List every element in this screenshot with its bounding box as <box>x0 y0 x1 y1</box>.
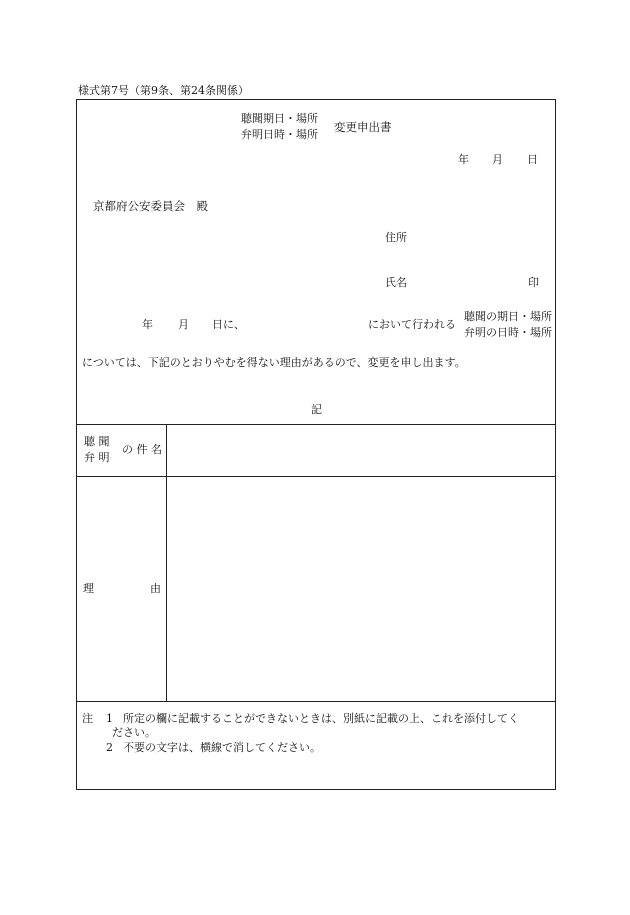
note2-number: 2 <box>106 741 113 754</box>
date-month-label: 月 <box>492 153 503 166</box>
date-day-label: 日 <box>527 153 538 166</box>
case-label-bottom: 弁 明 <box>84 451 110 464</box>
statement: については、下記のとおりやむを得ない理由があるので、変更を申し出ます。 <box>82 356 466 369</box>
ki-mark: 記 <box>311 403 322 416</box>
case-label-top: 聴 聞 <box>84 435 110 448</box>
divider-before-case <box>77 424 555 425</box>
body-month-label: 月 <box>178 318 189 331</box>
reason-label-left: 理 <box>83 582 94 595</box>
reason-label-right: 由 <box>150 582 161 595</box>
note1-line2: ださい。 <box>112 726 156 739</box>
note-label: 注 <box>82 712 93 725</box>
name-label: 氏名 <box>385 276 407 289</box>
label-column-divider <box>166 424 167 701</box>
body-stack-top: 聴聞の期日・場所 <box>464 310 552 323</box>
title-stack-bottom: 弁明日時・場所 <box>241 128 318 141</box>
divider-before-notes <box>77 701 555 702</box>
note1-line1: 所定の欄に記載することができないときは、別紙に記載の上、これを添付してく <box>123 712 519 725</box>
body-year-label: 年 <box>142 318 153 331</box>
address-label: 住所 <box>385 231 407 244</box>
case-label-suffix: の 件 名 <box>122 443 162 456</box>
body-stack-bottom: 弁明の日時・場所 <box>464 326 552 339</box>
divider-before-reason <box>77 476 555 477</box>
title-stack-top: 聴聞期日・場所 <box>241 112 318 125</box>
note1-number: 1 <box>106 712 113 725</box>
date-year-label: 年 <box>458 153 469 166</box>
form-number-label: 様式第7号（第9条、第24条関係） <box>78 84 249 97</box>
held-at-label: において行われる <box>368 318 456 331</box>
note2-text: 不要の文字は、横線で消してください。 <box>123 741 321 754</box>
addressee: 京都府公安委員会 殿 <box>93 199 208 213</box>
form-title: 変更申出書 <box>334 120 392 134</box>
body-day-label: 日に、 <box>212 318 245 331</box>
seal-mark: 印 <box>528 276 539 289</box>
